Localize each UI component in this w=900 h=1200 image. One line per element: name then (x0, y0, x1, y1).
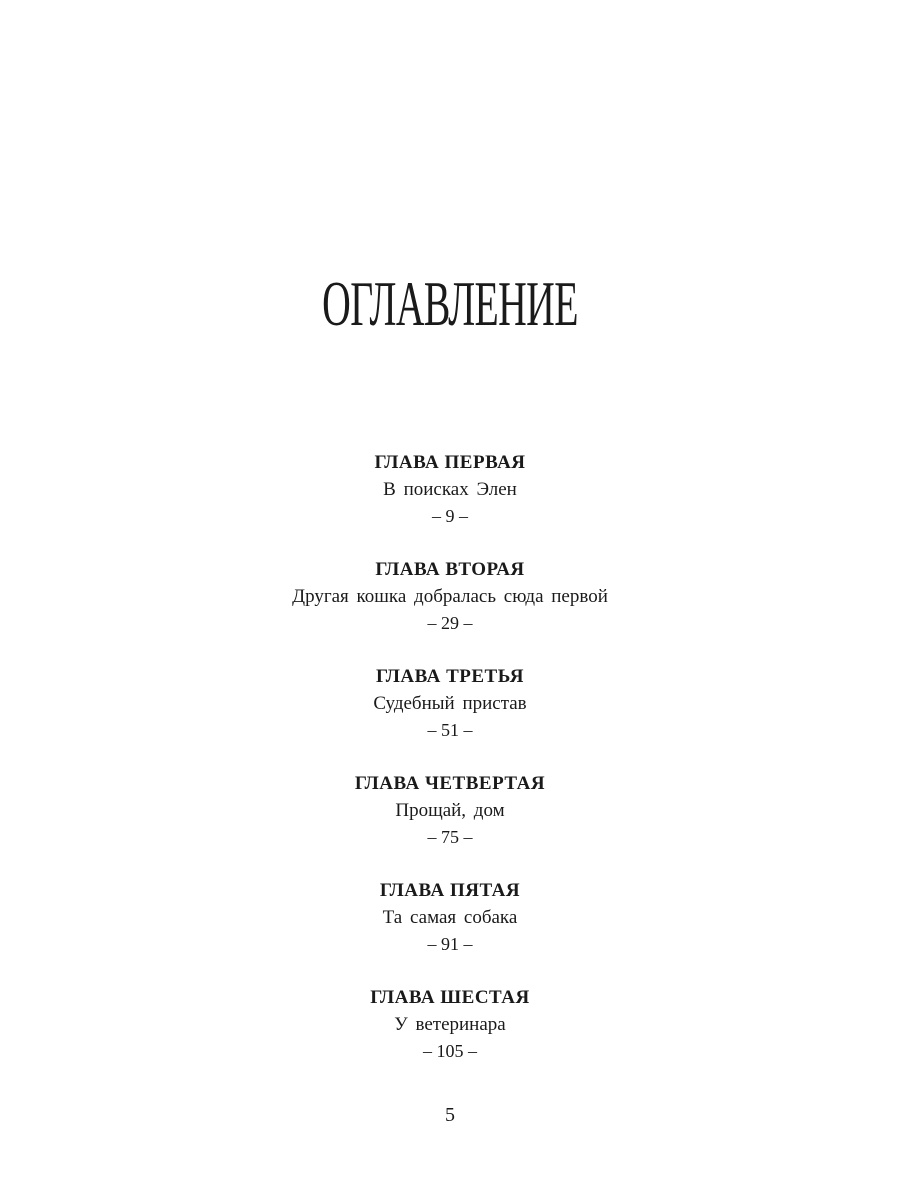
page-number: 5 (445, 1104, 455, 1126)
chapter-heading: ГЛАВА ТРЕТЬЯ (376, 666, 524, 687)
chapter-heading: ГЛАВА ЧЕТВЕРТАЯ (354, 773, 546, 794)
chapter-name: Судебный пристав (373, 693, 527, 714)
chapter-page-ref: – 105 – (423, 1041, 477, 1061)
chapter-name: Та самая собака (382, 907, 518, 928)
toc-entry[interactable] (0, 985, 900, 1092)
chapter-page-ref: – 91 – (427, 934, 473, 954)
toc-entry[interactable] (0, 557, 900, 664)
chapter-name: У ветеринара (394, 1014, 506, 1035)
toc-entry[interactable] (0, 771, 900, 878)
chapter-name: Прощай, дом (395, 800, 505, 821)
chapter-heading: ГЛАВА ПЕРВАЯ (374, 452, 526, 473)
chapter-page-ref: – 51 – (427, 720, 473, 740)
toc-entry[interactable] (0, 664, 900, 771)
toc-entry[interactable] (0, 450, 900, 557)
chapter-heading: ГЛАВА ШЕСТАЯ (370, 987, 530, 1008)
chapter-page-ref: – 9 – (432, 506, 468, 526)
chapter-heading: ГЛАВА ВТОРАЯ (375, 559, 525, 580)
chapter-page-ref: – 29 – (427, 613, 473, 633)
table-of-contents (0, 450, 900, 1092)
toc-entry[interactable] (0, 878, 900, 985)
chapter-heading: ГЛАВА ПЯТАЯ (379, 880, 521, 901)
chapter-page-ref: – 75 – (427, 827, 473, 847)
chapter-name: Другая кошка добралась сюда первой (292, 586, 608, 607)
page-title: ОГЛАВЛЕНИЕ (322, 268, 578, 339)
chapter-name: В поисках Элен (383, 479, 517, 500)
